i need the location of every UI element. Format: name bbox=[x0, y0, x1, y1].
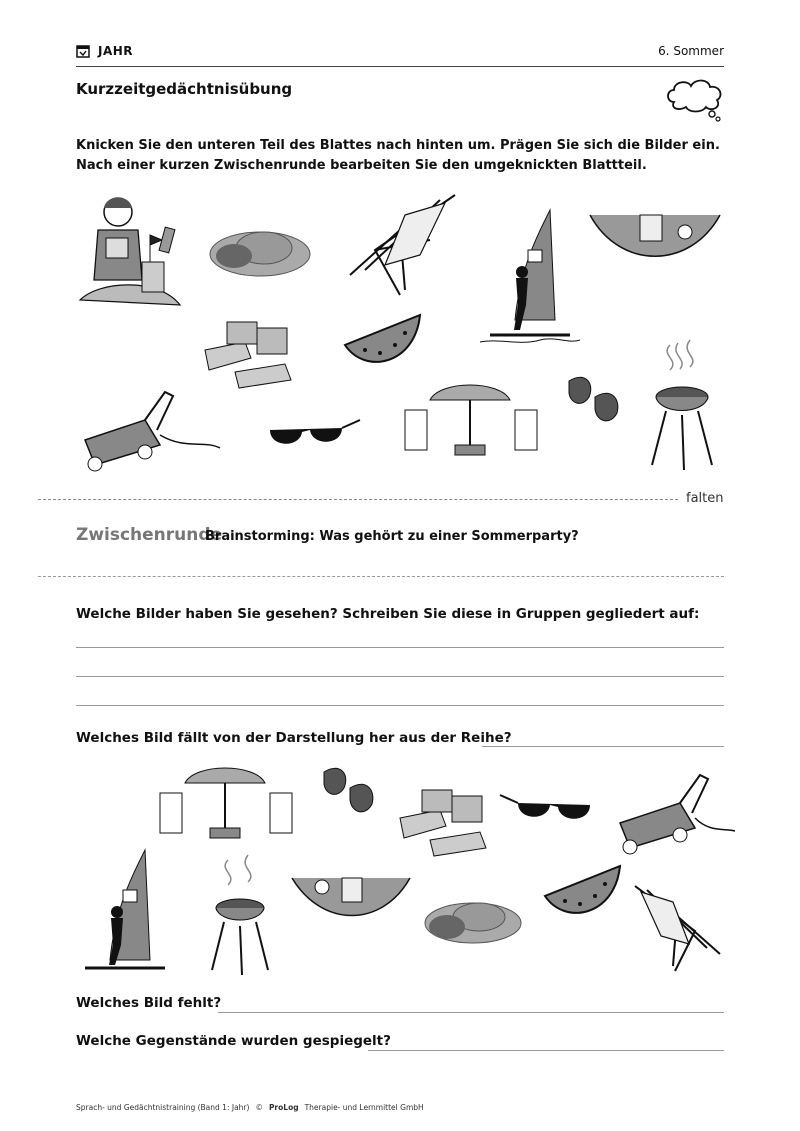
windsurfer-picture bbox=[480, 210, 580, 342]
question-4: Welche Gegenstände wurden gespiegelt? bbox=[76, 1033, 391, 1049]
barbecue-grill-picture bbox=[652, 340, 712, 470]
footer bbox=[76, 1103, 424, 1112]
sun-hat-picture bbox=[210, 232, 310, 276]
header-section: 6. Sommer bbox=[658, 44, 724, 58]
deck-chair-picture bbox=[350, 195, 455, 295]
footer-publisher: ProLog bbox=[268, 1103, 299, 1112]
barbecue-grill-picture-2 bbox=[212, 855, 268, 975]
lawn-mower-picture bbox=[85, 392, 220, 471]
page-title: Kurzzeitgedächtnisübung bbox=[76, 80, 293, 98]
watermelon-picture bbox=[345, 315, 420, 362]
footer-copyright: © bbox=[255, 1103, 263, 1112]
header-logo bbox=[76, 44, 133, 58]
fold-label: falten bbox=[686, 491, 724, 506]
sun-hat-picture-2 bbox=[425, 903, 521, 943]
question-2: Welches Bild fällt von der Darstellung her aus der Reihe? bbox=[76, 730, 512, 746]
header-rule bbox=[76, 66, 724, 67]
calendar-logo-icon bbox=[76, 44, 90, 58]
sandcastle-boy-picture bbox=[80, 198, 180, 306]
hammock-picture bbox=[590, 215, 720, 256]
deck-chair-picture-2 bbox=[635, 886, 720, 971]
answer-line-2[interactable] bbox=[76, 676, 724, 677]
strawberries-picture-2 bbox=[324, 768, 373, 812]
zwischenrunde-prompt: Brainstorming: Was gehört zu einer Sommerparty? bbox=[205, 529, 579, 544]
answer-line-q2[interactable] bbox=[482, 746, 724, 747]
windsurfer-picture-2 bbox=[85, 850, 165, 968]
question-1: Welche Bilder haben Sie gesehen? Schreiben Sie diese in Gruppen gegliedert auf: bbox=[76, 606, 700, 622]
lawn-mower-picture-2 bbox=[620, 775, 735, 854]
hammock-picture-2 bbox=[292, 878, 410, 916]
sandals-picture-2 bbox=[400, 790, 486, 856]
footer-publisher-rest: Therapie- und Lernmittel GmbH bbox=[304, 1103, 424, 1112]
patio-set-picture-2 bbox=[160, 768, 292, 838]
answer-line-1[interactable] bbox=[76, 647, 724, 648]
sandals-picture bbox=[205, 322, 291, 388]
zwischenrunde-divider bbox=[38, 576, 724, 577]
instruction-line-1: Knicken Sie den unteren Teil des Blattes nach hinten um. Prägen Sie sich die Bilder ein. bbox=[76, 138, 720, 153]
answer-line-q4[interactable] bbox=[368, 1050, 724, 1051]
answer-line-3[interactable] bbox=[76, 705, 724, 706]
fold-line bbox=[38, 499, 678, 500]
zwischenrunde-heading: Zwischenrunde bbox=[76, 525, 223, 545]
header-logo-label: JAHR bbox=[98, 44, 134, 58]
sunglasses-picture-2 bbox=[500, 795, 590, 819]
watermelon-picture-2 bbox=[545, 866, 620, 913]
strawberries-picture bbox=[569, 377, 618, 421]
answer-line-q3[interactable] bbox=[218, 1012, 724, 1013]
thought-bubble-icon bbox=[664, 76, 728, 122]
instruction-line-2: Nach einer kurzen Zwischenrunde bearbeiten Sie den umgeknickten Blattteil. bbox=[76, 158, 647, 173]
footer-series: Sprach- und Gedächtnistraining (Band 1: Jahr) bbox=[76, 1103, 250, 1112]
question-3: Welches Bild fehlt? bbox=[76, 995, 222, 1011]
memory-pictures-panel bbox=[60, 190, 740, 485]
sunglasses-picture bbox=[270, 420, 360, 444]
recall-pictures-panel bbox=[60, 758, 740, 980]
instruction-text bbox=[76, 136, 726, 176]
patio-set-picture bbox=[405, 385, 537, 455]
